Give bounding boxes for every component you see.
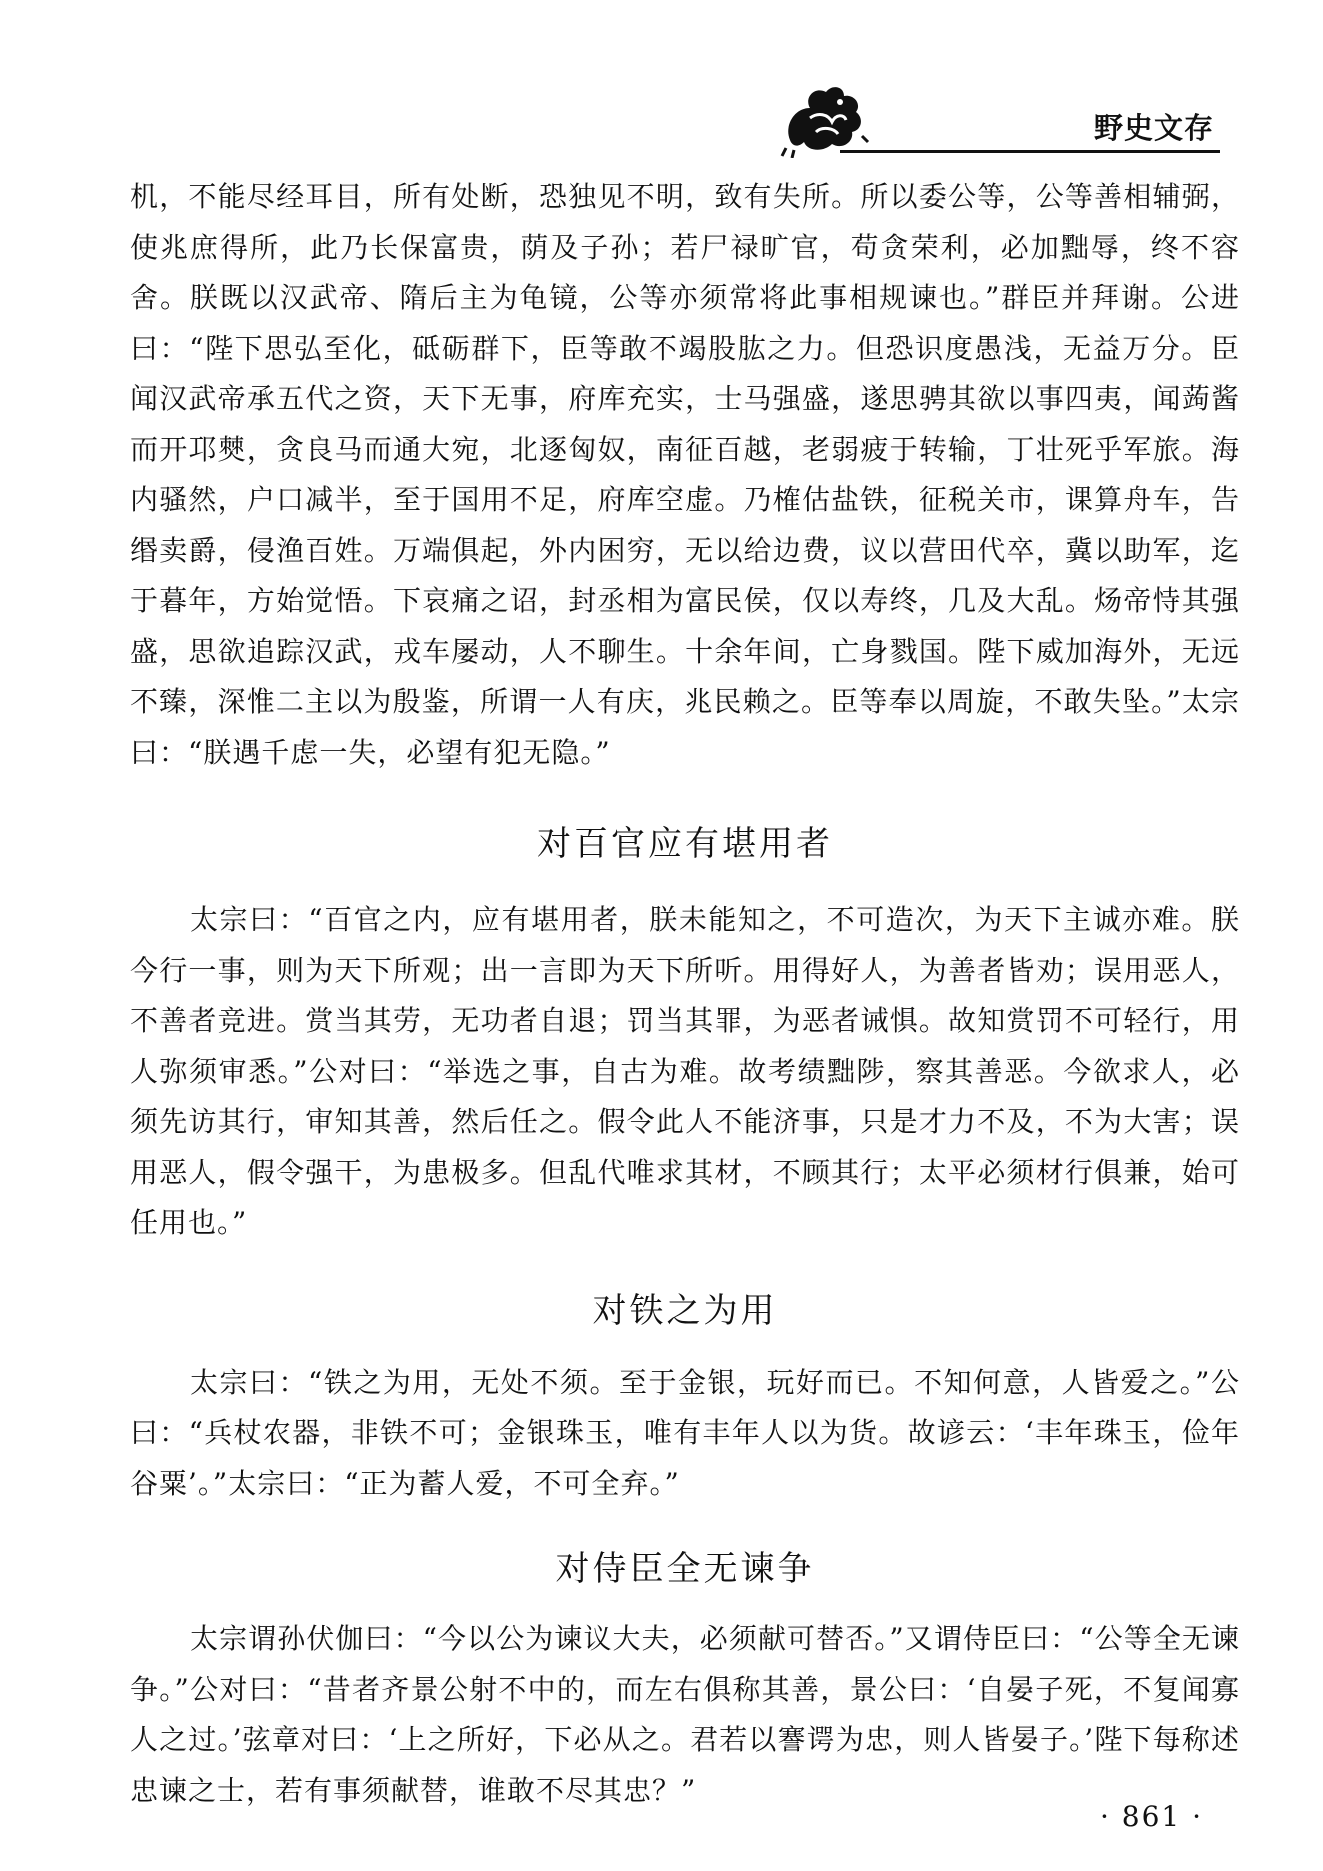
header-title: 野史文存 bbox=[1093, 111, 1214, 145]
section-heading: 对侍臣全无谏争 bbox=[555, 1549, 815, 1589]
section-heading: 对百官应有堪用者 bbox=[537, 824, 833, 864]
paragraph: 机，不能尽经耳目，所有处断，恐独见不明，致有失所。所以委公等，公等善相辅弼，使兆庶得所，此乃长保富贵，荫及子孙；若尸禄旷官，苟贪荣利，必加黜辱，终不容舍。朕既以汉武帝、隋后主为龟镜，公等亦须常将此事相规谏也。”群臣并拜谢。公进曰：“陛下思弘至化，砥砺群下，臣等敢不竭股肱之力。但恐识度愚浅，无益万分。臣闻汉武帝承五代之资，天下无事，府库充实，士马强盛，遂思骋其欲以事四夷，闻蒟酱而开邛僰，贪良马而通大宛，北逐匈奴，南征百越，老弱疲于转输，丁壮死乎军旅。海内骚然，户口减半，至于国用不足，府库空虚。乃榷估盐铁，征税关市，课算舟车，告缗卖爵，侵渔百姓。万端俱起，外内困穷，无以给边费，议以营田代卒，冀以助军，迄于暮年，方始觉悟。下哀痛之诏，封丞相为富民侯，仅以寿终，几及大乱。炀帝恃其强盛，思欲追踪汉武，戎车屡动，人不聊生。十余年间，亡身戮国。陛下威加海外，无远不臻，深惟二主以为殷鉴，所谓一人有庆，兆民赖之。臣等奉以周旋，不敢失坠。”太宗曰：“朕遇千虑一失，必望有犯无隐。” bbox=[130, 180, 1240, 769]
paragraph: 太宗谓孙伏伽曰：“今以公为谏议大夫，必须献可替否。”又谓侍臣曰：“公等全无谏争。”公对曰：“昔者齐景公射不中的，而左右俱称其善，景公曰：‘自晏子死，不复闻寡人之过。’弦章对曰：‘上之所好，下必从之。君若以謇谔为忠，则人皆晏子。’陛下每称述忠谏之士，若有事须献替，谁敢不尽其忠？” bbox=[130, 1622, 1240, 1807]
paragraph: 太宗曰：“百官之内，应有堪用者，朕未能知之，不可造次，为天下主诚亦难。朕今行一事，则为天下所观；出一言即为天下所听。用得好人，为善者皆劝；误用恶人，不善者竞进。赏当其劳，无功者自退；罚当其罪，为恶者诫惧。故知赏罚不可轻行，用人弥须审悉。”公对曰：“举选之事，自古为难。故考绩黜陟，察其善恶。今欲求人，必须先访其行，审知其善，然后任之。假令此人不能济事，只是才力不及，不为大害；误用恶人，假令强干，为患极多。但乱代唯求其材，不顾其行；太平必须材行俱兼，始可任用也。” bbox=[130, 903, 1240, 1239]
running-header bbox=[780, 78, 1220, 158]
page-number: · 861 · bbox=[1100, 1800, 1204, 1833]
dragon-emblem-icon bbox=[780, 78, 870, 158]
section-heading: 对铁之为用 bbox=[592, 1290, 778, 1331]
header-rule bbox=[840, 150, 1220, 153]
page-body bbox=[130, 172, 1240, 1816]
paragraph: 太宗曰：“铁之为用，无处不须。至于金银，玩好而已。不知何意，人皆爱之。”公曰：“兵杖农器，非铁不可；金银珠玉，唯有丰年人以为货。故谚云：‘丰年珠玉，俭年谷粟’。”太宗曰：“正为蓄人爱，不可全弃。” bbox=[130, 1365, 1240, 1500]
